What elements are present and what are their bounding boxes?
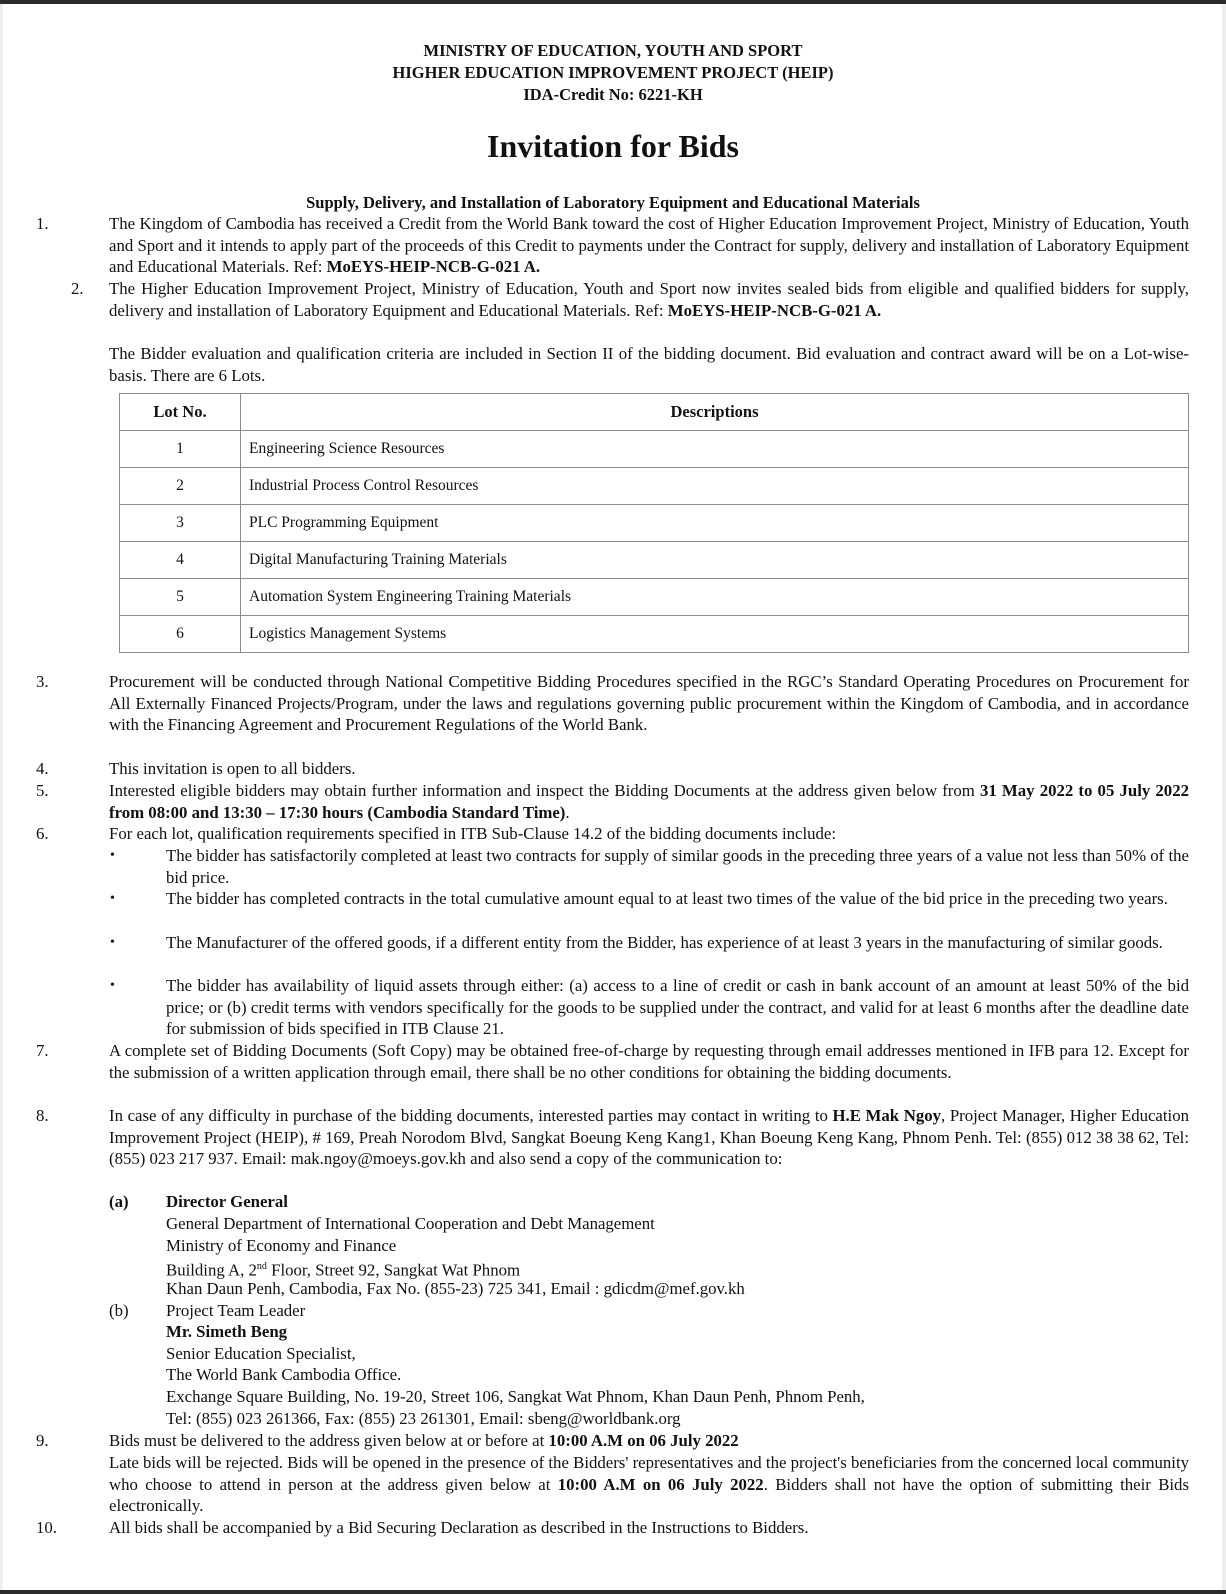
lot-number: 2 [120,468,241,505]
contact-a-title: Director General [166,1192,288,1211]
contact-b-label: (b) [109,1301,129,1320]
paragraph-6: For each lot, qualification requirements specified in ITB Sub-Clause 14.2 of the bidding documents include: [109,824,837,843]
item-number-2: 2. [71,279,84,298]
column-header-descriptions: Descriptions [241,394,1189,431]
contact-b-role: Project Team Leader [166,1301,306,1320]
item-number-9: 9. [36,1431,49,1450]
ministry-header: MINISTRY OF EDUCATION, YOUTH AND SPORT [423,41,803,60]
project-header: HIGHER EDUCATION IMPROVEMENT PROJECT (HEIP) [392,63,834,82]
contact-a-building-post: Floor, Street 92, Sangkat Wat Phnom [266,1260,521,1280]
item-number-10: 10. [36,1518,57,1537]
bid-opening-time: 10:00 A.M on 06 July 2022 [557,1474,764,1494]
lot-description: Industrial Process Control Resources [241,468,1189,505]
requirement-bullet-3: The Manufacturer of the offered goods, if a different entity from the Bidder, has experience of at least 3 years in the manufacturing of similar goods. [166,933,1163,952]
bullet-icon: • [110,891,115,906]
lots-table [119,393,1189,653]
paragraph-5-end: . [565,802,570,822]
column-header-lot-no: Lot No. [120,394,241,431]
item-number-1: 1. [36,214,49,233]
lot-number: 6 [120,616,241,653]
contact-b-name: Mr. Simeth Beng [166,1322,288,1341]
paragraph-9-text: Bids must be delivered to the address given below at or before at [109,1431,549,1450]
table-row [120,431,1189,468]
paragraph-5-text: Interested eligible bidders may obtain further information and inspect the Bidding Documents at the address given below from [109,781,980,800]
contact-b-address: Exchange Square Building, No. 19-20, Street 106, Sangkat Wat Phnom, Khan Daun Penh, Phnom Penh, [166,1387,865,1406]
paragraph-8-text-after: , Project Manager, Higher Education Improvement Project (HEIP), # 169, Preah Norodom Blvd, Sangkat Boeung Keng Kang1, Khan Boeung Keng Kang, Phnom Penh. Tel: (855) 012 38 38 62, Tel: (855) 023 217 937. Email: mak.ngoy@moeys.gov.kh and also send a copy of the communication to: [109,1106,1189,1169]
table-row [120,579,1189,616]
page-title: Invitation for Bids [487,128,739,164]
paragraph-10: All bids shall be accompanied by a Bid Securing Declaration as described in the Instructions to Bidders. [109,1518,809,1537]
paragraph-8 [109,1105,1189,1170]
lot-description: Digital Manufacturing Training Materials [241,542,1189,579]
paragraph-8-text-before: In case of any difficulty in purchase of the bidding documents, interested parties may contact in writing to [109,1106,833,1125]
paragraph-1 [109,213,1189,278]
table-row [120,616,1189,653]
paragraph-5 [109,780,1189,823]
paragraph-2-text: The Higher Education Improvement Project, Ministry of Education, Youth and Sport now invites sealed bids from eligible and qualified bidders for supply, delivery and installation of Laboratory Equipment and Educational Materials. Ref: [109,279,1189,320]
paragraph-2-ref: MoEYS-HEIP-NCB-G-021 A. [667,300,882,320]
paragraph-2 [109,278,1189,321]
lot-description: Engineering Science Resources [241,431,1189,468]
credit-number: IDA-Credit No: 6221-KH [523,85,703,104]
paragraph-1-ref: MoEYS-HEIP-NCB-G-021 A. [326,257,541,277]
bullet-icon: • [110,978,115,993]
paragraph-9-late-bids [109,1452,1189,1517]
contact-a-department: General Department of International Cooperation and Debt Management [166,1214,655,1233]
contact-name: H.E Mak Ngoy [832,1106,942,1125]
lot-description: Logistics Management Systems [241,616,1189,653]
item-number-3: 3. [36,672,49,691]
table-row [120,542,1189,579]
table-header-row [120,394,1189,431]
item-number-6: 6. [36,824,49,843]
item-number-8: 8. [36,1106,49,1125]
contact-b-office: The World Bank Cambodia Office. [166,1365,402,1384]
bullet-icon: • [110,935,115,950]
lot-number: 1 [120,431,241,468]
bid-deadline: 10:00 A.M on 06 July 2022 [548,1431,739,1450]
requirement-bullet-2: The bidder has completed contracts in the total cumulative amount equal to at least two times of the value of the bid price in the preceding two years. [166,889,1168,908]
page-subtitle: Supply, Delivery, and Installation of Laboratory Equipment and Educational Materials [306,193,920,212]
contact-a-ministry: Ministry of Economy and Finance [166,1236,397,1255]
paragraph-1-text: The Kingdom of Cambodia has received a Credit from the World Bank toward the cost of Higher Education Improvement Project, Ministry of Education, Youth and Sport and it intends to apply part of the proceeds of this Credit to payments under the Contract for supply, delivery and installation of Laboratory Equipment and Educational Materials. Ref: [109,214,1189,277]
late-bids-text-end: . Bidders shall not have the option of submitting their Bids electronically. [109,1474,1189,1516]
lot-number: 4 [120,542,241,579]
paragraph-3: Procurement will be conducted through National Competitive Bidding Procedures specified in the RGC’s Standard Operating Procedures on Procurement for All Externally Financed Projects/Program, under the laws and regulations governing public procurement within the Kingdom of Cambodia, and in accordance with the Financing Agreement and Procurement Regulations of the World Bank. [109,672,1189,735]
contact-b-position: Senior Education Specialist, [166,1344,356,1363]
requirement-bullet-4: The bidder has availability of liquid assets through either: (a) access to a line of credit or cash in bank account of an amount at least 50% of the bid price; or (b) credit terms with vendors specifically for the goods to be supplied under the contract, and valid for at least 6 months after the deadline date for submission of bids specified in ITB Clause 21. [166,976,1189,1039]
paragraph-9 [109,1430,1189,1452]
lot-number: 5 [120,579,241,616]
paragraph-5-dates: 31 May 2022 to 05 July 2022 from 08:00 and 13:30 – 17:30 hours (Cambodia Standard Time) [109,781,1189,822]
paragraph-2-evaluation: The Bidder evaluation and qualification criteria are included in Section II of the bidding document. Bid evaluation and contract award will be on a Lot-wise-basis. There are 6 Lots. [109,344,1189,385]
contact-a-building-sup: nd [256,1261,267,1272]
item-number-4: 4. [36,759,49,778]
lot-description: Automation System Engineering Training Materials [241,579,1189,616]
contact-a-building-pre: Building A, 2 [166,1260,257,1280]
item-number-7: 7. [36,1041,49,1060]
table-row [120,505,1189,542]
contact-a-label: (a) [109,1192,129,1211]
contact-a-address: Khan Daun Penh, Cambodia, Fax No. (855-23) 725 341, Email : gdicdm@mef.gov.kh [166,1279,745,1298]
contact-b-phone-email: Tel: (855) 023 261366, Fax: (855) 23 261301, Email: sbeng@worldbank.org [166,1409,681,1428]
paragraph-7: A complete set of Bidding Documents (Soft Copy) may be obtained free-of-charge by requesting through email addresses mentioned in IFB para 12. Except for the submission of a written application through email, there shall be no other conditions for obtaining the bidding documents. [109,1041,1189,1082]
paragraph-4: This invitation is open to all bidders. [109,759,356,778]
item-number-5: 5. [36,781,49,800]
lot-number: 3 [120,505,241,542]
late-bids-text: Late bids will be rejected. Bids will be opened in the presence of the Bidders' representatives and the project's beneficiaries from the concerned local community who choose to attend in person at the address given below at [109,1453,1189,1494]
table-row [120,468,1189,505]
lot-description: PLC Programming Equipment [241,505,1189,542]
requirement-bullet-1: The bidder has satisfactorily completed at least two contracts for supply of similar goods in the preceding three years of a value not less than 50% of the bid price. [166,846,1189,887]
bullet-icon: • [110,848,115,863]
